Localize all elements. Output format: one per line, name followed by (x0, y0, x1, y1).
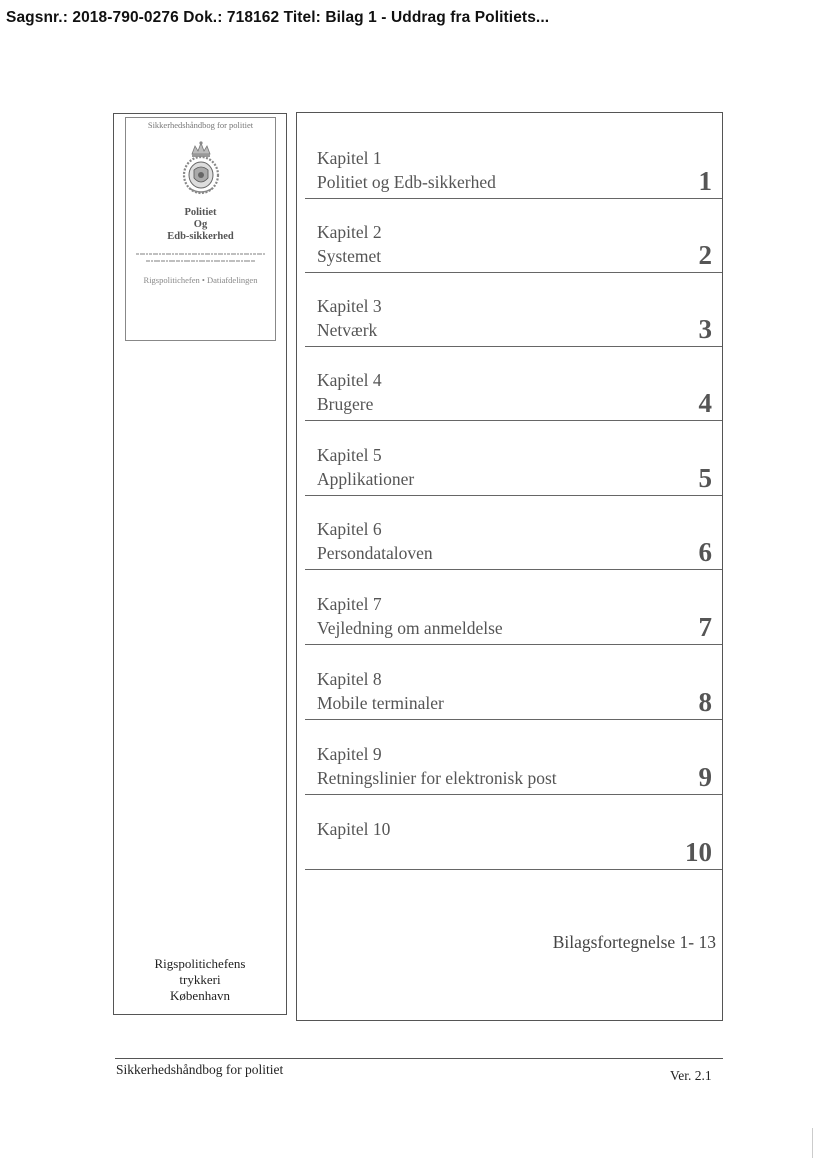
printer-imprint: Rigspolitichefens trykkeri København (154, 956, 246, 1003)
chapter-index-panel (296, 112, 723, 1021)
scan-edge-mark (812, 1128, 813, 1158)
footer-title: Sikkerhedshåndbog for politiet (116, 1062, 284, 1077)
document-header: Sagsnr.: 2018-790-0276 Dok.: 718162 Titel: Bilag 1 - Uddrag fra Politiets... (6, 9, 550, 26)
chapter-tab-4: Kapitel 4 Brugere 4 (305, 346, 722, 421)
cover-spine-panel (113, 113, 287, 1015)
chapter-tab-8: Kapitel 8 Mobile terminaler 8 (305, 645, 722, 720)
cover-label (125, 117, 276, 341)
chapter-tab-2: Kapitel 2 Systemet 2 (305, 198, 722, 273)
chapter-tab-3: Kapitel 3 Netværk 3 (305, 272, 722, 347)
chapter-tab-1: Kapitel 1 Politiet og Edb-sikkerhed 1 (305, 124, 722, 199)
chapter-tab-9: Kapitel 9 Retningslinier for elektronisk post 9 (305, 720, 722, 795)
cover-title: Politiet Og Edb-sikkerhed (167, 207, 234, 242)
chapter-tab-10: Kapitel 10 10 (305, 795, 722, 870)
illegible-fine-print (132, 250, 270, 266)
cover-department: Rigspolitichefen • Datiafdelingen (143, 275, 258, 285)
cover-small-title: Sikkerhedshåndbog for politiet (147, 120, 254, 130)
police-crest-icon (179, 140, 223, 196)
chapter-tab-7: Kapitel 7 Vejledning om anmeldelse 7 (305, 570, 722, 645)
appendix-list-label: Bilagsfortegnelse 1- 13 (552, 932, 716, 952)
footer-divider (115, 1058, 723, 1059)
footer-version: Ver. 2.1 (670, 1068, 712, 1083)
chapter-tab-5: Kapitel 5 Applikationer 5 (305, 421, 722, 496)
cover-fine-print (126, 250, 275, 269)
chapter-tab-6: Kapitel 6 Persondataloven 6 (305, 495, 722, 570)
